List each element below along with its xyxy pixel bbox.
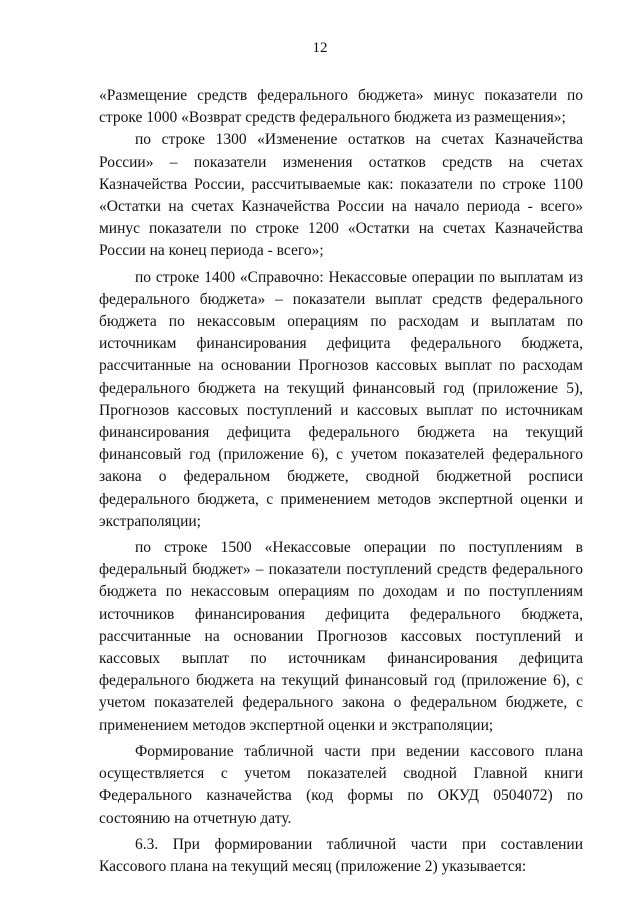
- paragraph-table-formation: Формирование табличной части при ведении кассового плана осуществляется с учетом показателей сводной Главной книги Федерального казначейства (код формы по ОКУД 0504072) по состоянию на отчетную дату.: [99, 742, 583, 827]
- paragraph-line-1300: по строке 1300 «Изменение остатков на счетах Казначейства России» – показатели изменения остатков средств на счетах Казначейства России, рассчитываемые как: показатели по строке 1100 «Остатки на счетах Казначейства России на начало периода - всего» минус показатели по строке 1200 «Остатки на счетах Казначейства России на конец периода - всего»;: [99, 131, 583, 260]
- page-number: 12: [312, 40, 328, 56]
- paragraph-line-1400: по строке 1400 «Справочно: Некассовые операции по выплатам из федерального бюджета» – показатели выплат средств федерального бюджета по некассовым операциям по расходам и выплатам по источникам финансирования дефицита федерального бюджета, рассчитанные на основании Прогнозов кассовых выплат по расходам федерального бюджета на текущий финансовый год (приложение 5), Прогнозов кассовых поступлений и кассовых выплат по источникам финансирования дефицита федерального бюджета на текущий финансовый год (приложение 6), с учетом показателей федерального закона о федеральном бюджете, сводной бюджетной росписи федерального бюджета, с применением методов экспертной оценки и экстраполяции;: [99, 268, 583, 530]
- paragraph-line-1500: по строке 1500 «Некассовые операции по поступлениям в федеральный бюджет» – показатели поступлений средств федерального бюджета по некассовым операциям по доходам и по поступлениям источников финансирования дефицита федерального бюджета, рассчитанные на основании Прогнозов кассовых поступлений и кассовых выплат по источникам финансирования дефицита федерального бюджета на текущий финансовый год (приложение 6), с учетом показателей федерального закона о федеральном бюджете, с применением методов экспертной оценки и экстраполяции;: [99, 539, 583, 734]
- document-body: [99, 85, 583, 878]
- paragraph-1: «Размещение средств федерального бюджета» минус показатели по строке 1000 «Возврат средств федерального бюджета из размещения»;: [99, 87, 583, 127]
- paragraph-section-6-3: 6.3. При формировании табличной части при составлении Кассового плана на текущий месяц (приложение 2) указывается:: [99, 835, 583, 875]
